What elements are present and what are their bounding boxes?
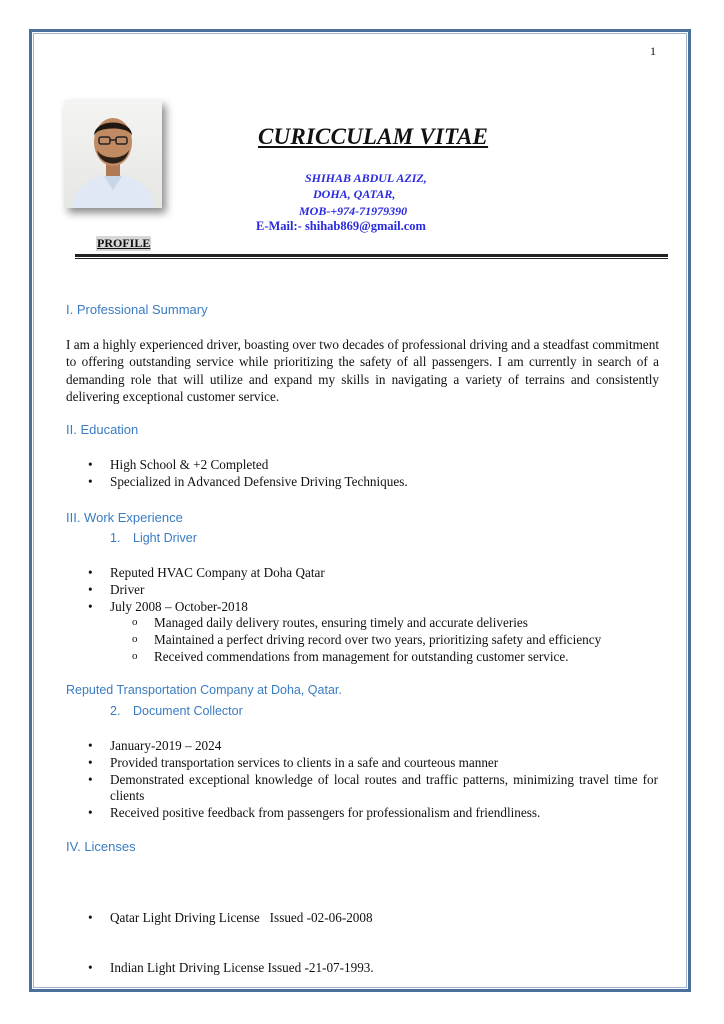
profile-label: PROFILE — [97, 236, 151, 250]
job1-sublist — [110, 615, 601, 665]
list-item: • Reputed HVAC Company at Doha Qatar — [88, 565, 601, 582]
job-number: 2. — [110, 704, 121, 718]
summary-paragraph: I am a highly experienced driver, boasting over two decades of professional driving and a steadfast commitment to offering outstanding service while prioritizing the safety of all passengers. I am currently in search of a demanding role that will utilize and expand my skills in navigating a variety of terrains and consistently delivering exceptional customer service. — [66, 337, 659, 404]
job-title-1 — [110, 531, 197, 545]
job-period: July 2008 – October-2018 — [110, 598, 248, 614]
candidate-email: E-Mail:- shihab869@gmail.com — [256, 219, 426, 233]
document-title: CURICCULAM VITAE — [258, 124, 489, 149]
section-heading-education: II. Education — [66, 422, 139, 437]
job-title-text: Document Collector — [133, 704, 243, 718]
profile-photo — [64, 100, 162, 208]
page-number: 1 — [650, 44, 656, 58]
section-heading-work: III. Work Experience — [66, 510, 183, 525]
candidate-location: DOHA, QATAR, — [313, 187, 396, 201]
job-number: 1. — [110, 531, 121, 545]
header-divider — [75, 254, 668, 257]
licenses-list — [88, 876, 374, 994]
candidate-name: SHIHAB ABDUL AZIZ, — [305, 171, 427, 185]
list-item: • Provided transportation services to clients in a safe and courteous manner — [88, 755, 658, 772]
sub-list-item: o Maintained a perfect driving record over two years, prioritizing safety and efficiency — [110, 632, 601, 649]
job2-list — [88, 738, 658, 822]
list-item: • Demonstrated exceptional knowledge of local routes and traffic patterns, minimizing travel time for clients — [88, 772, 658, 806]
list-item: • High School & +2 Completed — [88, 457, 408, 474]
education-list — [88, 457, 408, 491]
job-title-2 — [110, 704, 243, 718]
section-heading-licenses: IV. Licenses — [66, 839, 136, 854]
list-item — [88, 599, 601, 666]
sub-list-item: o Managed daily delivery routes, ensuring timely and accurate deliveries — [110, 615, 601, 632]
job-title-text: Light Driver — [133, 531, 197, 545]
company-heading-2: Reputed Transportation Company at Doha, Qatar. — [66, 683, 342, 697]
sub-list-item: o Received commendations from management for outstanding customer service. — [110, 649, 601, 666]
header-divider-thin — [75, 258, 668, 259]
job1-list — [88, 565, 601, 666]
list-item: • Specialized in Advanced Defensive Driving Techniques. — [88, 474, 408, 491]
list-item: • Indian Light Driving License Issued -21-07-1993. — [88, 960, 374, 977]
list-item: • January-2019 – 2024 — [88, 738, 658, 755]
list-item: • Received positive feedback from passengers for professionalism and friendliness. — [88, 805, 658, 822]
list-item: • Qatar Light Driving License Issued -02-06-2008 — [88, 910, 374, 927]
candidate-mobile: MOB-+974-71979390 — [299, 204, 408, 218]
section-heading-summary: I. Professional Summary — [66, 302, 208, 317]
list-item: • Driver — [88, 582, 601, 599]
